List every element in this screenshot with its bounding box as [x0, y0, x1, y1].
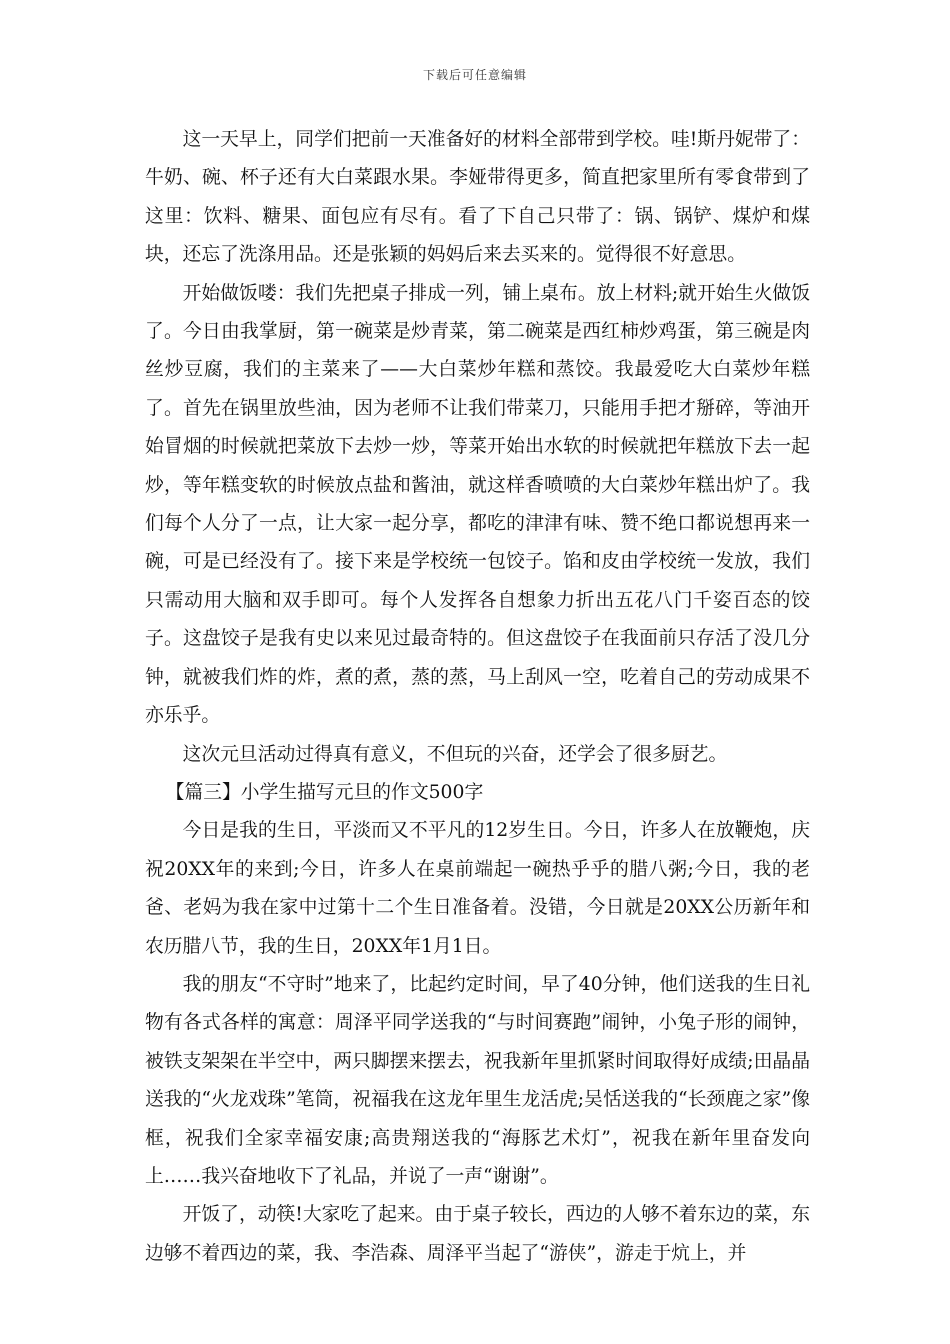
paragraph: 开始做饭喽：我们先把桌子排成一列，铺上桌布。放上材料;就开始生火做饭了。今日由我掌厨，第一碗菜是炒青菜，第二碗菜是西红柿炒鸡蛋，第三碗是肉丝炒豆腐，我们的主菜来了——大白菜炒年糕和蒸饺。我最爱吃大白菜炒年糕了。首先在锅里放些油，因为老师不让我们带菜刀，只能用手把才掰碎，等油开始冒烟的时候就把菜放下去炒一炒，等菜开始出水软的时候就把年糕放下去一起炒，等年糕变软的时候放点盐和酱油，就这样香喷喷的大白菜炒年糕出炉了。我们每个人分了一点，让大家一起分享，都吃的津津有味、赞不绝口都说想再来一碗，可是已经没有了。接下来是学校统一包饺子。馅和皮由学校统一发放，我们只需动用大脑和双手即可。每个人发挥各自想象力折出五花八门千姿百态的饺子。这盘饺子是我有史以来见过最奇特的。但这盘饺子在我面前只存活了没几分钟，就被我们炸的炸，煮的煮，蒸的蒸，马上刮风一空，吃着自己的劳动成果不亦乐乎。: [145, 282, 810, 727]
paragraph: 今日是我的生日，平淡而又不平凡的12岁生日。今日，许多人在放鞭炮，庆祝20XX年的来到;今日，许多人在桌前端起一碗热乎乎的腊八粥;今日，我的老爸、老妈为我在家中过第十二个生日准备着。没错，今日就是20XX公历新年和农历腊八节，我的生日，20XX年1月1日。: [145, 820, 810, 957]
header-note: 下载后可任意编辑: [422, 68, 527, 82]
paragraph: 这次元旦活动过得真有意义，不但玩的兴奋，还学会了很多厨艺。: [182, 743, 728, 765]
paragraph: 开饭了，动筷!大家吃了起来。由于桌子较长，西边的人够不着东边的菜，东边够不着西边的菜，我、李浩森、周泽平当起了“游侠”，游走于炕上，并: [145, 1204, 810, 1264]
document-body: [145, 121, 810, 1273]
section-heading: 【篇三】小学生描写元旦的作文500字: [165, 781, 484, 803]
paragraph: 这一天早上，同学们把前一天准备好的材料全部带到学校。哇!斯丹妮带了：牛奶、碗、杯子还有大白菜跟水果。李娅带得更多，简直把家里所有零食带到了这里：饮料、糖果、面包应有尽有。看了下自己只带了：锅、锅铲、煤炉和煤块，还忘了洗涤用品。还是张颖的妈妈后来去买来的。觉得很不好意思。: [145, 129, 810, 266]
paragraph: 我的朋友“不守时”地来了，比起约定时间，早了40分钟，他们送我的生日礼物有各式各样的寓意：周泽平同学送我的“与时间赛跑”闹钟，小兔子形的闹钟，被铁支架架在半空中，两只脚摆来摆去，祝我新年里抓紧时间取得好成绩;田晶晶送我的“火龙戏珠”笔筒，祝福我在这龙年里生龙活虎;吴恬送我的“长颈鹿之家”像框，祝我们全家幸福安康;高贵翔送我的“海豚艺术灯”，祝我在新年里奋发向上……我兴奋地收下了礼品，并说了一声“谢谢”。: [145, 973, 810, 1187]
